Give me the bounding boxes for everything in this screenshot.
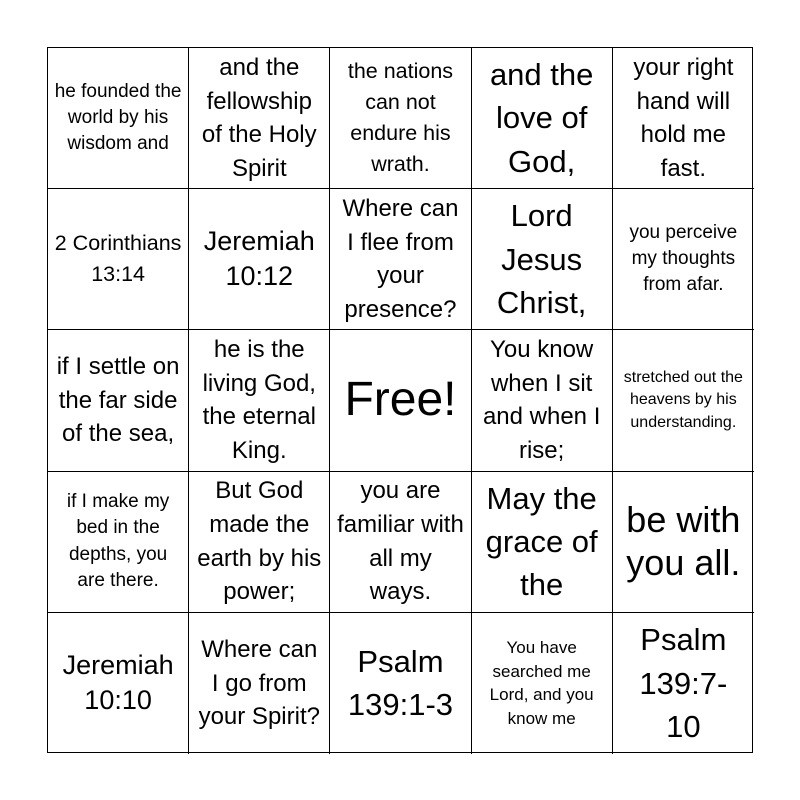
bingo-cell[interactable] — [48, 189, 189, 330]
cell-text: your right hand will hold me fast. — [633, 53, 734, 182]
cell-text: and the fellowship of the Holy Spirit — [201, 53, 317, 182]
free-cell[interactable] — [330, 330, 471, 471]
bingo-cell[interactable] — [48, 613, 189, 754]
bingo-cell[interactable] — [613, 613, 754, 754]
cell-text: and the love of God, — [489, 57, 594, 179]
bingo-cell[interactable] — [330, 613, 471, 754]
cell-text: stretched out the heavens by his understanding. — [623, 368, 743, 431]
bingo-cell[interactable] — [472, 613, 613, 754]
bingo-cell[interactable] — [472, 48, 613, 189]
bingo-board — [47, 47, 753, 753]
bingo-cell[interactable] — [613, 330, 754, 471]
bingo-cell[interactable] — [472, 472, 613, 613]
bingo-cell[interactable] — [48, 48, 189, 189]
bingo-cell[interactable] — [189, 472, 330, 613]
bingo-cell[interactable] — [189, 613, 330, 754]
bingo-cell[interactable] — [613, 189, 754, 330]
bingo-cell[interactable] — [330, 189, 471, 330]
bingo-cell[interactable] — [472, 330, 613, 471]
cell-text: May the grace of the — [485, 480, 598, 603]
cell-text: he is the living God, the eternal King. — [202, 336, 316, 465]
bingo-cell[interactable] — [613, 48, 754, 189]
bingo-cell[interactable] — [613, 472, 754, 613]
bingo-cell[interactable] — [472, 189, 613, 330]
cell-text: You know when I sit and when I rise; — [482, 336, 601, 465]
cell-text: Psalm 139:7-10 — [639, 622, 728, 745]
bingo-cell[interactable] — [48, 472, 189, 613]
cell-text: You have searched me Lord, and you know me — [489, 637, 594, 729]
bingo-cell[interactable] — [48, 330, 189, 471]
cell-text: Jeremiah 10:10 — [62, 650, 174, 716]
cell-text: if I make my bed in the depths, you are there. — [66, 491, 170, 591]
cell-text: if I settle on the far side of the sea, — [56, 353, 180, 448]
cell-text: Where can I go from your Spirit? — [198, 635, 320, 731]
cell-text: Where can I flee from your presence? — [342, 195, 459, 323]
cell-text: Lord Jesus Christ, — [496, 198, 587, 320]
cell-text: you perceive my thoughts from afar. — [629, 221, 738, 296]
cell-text: be with you all. — [626, 499, 741, 583]
cell-text: you are familiar with all my ways. — [337, 477, 464, 606]
cell-text: he founded the world by his wisdom and — [54, 80, 182, 155]
bingo-cell[interactable] — [330, 48, 471, 189]
cell-text: But God made the earth by his power; — [197, 477, 322, 606]
bingo-cell[interactable] — [189, 48, 330, 189]
bingo-cell[interactable] — [330, 472, 471, 613]
cell-text: the nations can not endure his wrath. — [347, 58, 454, 177]
cell-text: Psalm 139:1-3 — [347, 643, 454, 723]
free-space-text: Free! — [344, 373, 457, 427]
bingo-cell[interactable] — [189, 189, 330, 330]
bingo-cell[interactable] — [189, 330, 330, 471]
cell-text: Jeremiah 10:12 — [203, 226, 315, 292]
cell-text: 2 Corinthians 13:14 — [54, 231, 182, 287]
